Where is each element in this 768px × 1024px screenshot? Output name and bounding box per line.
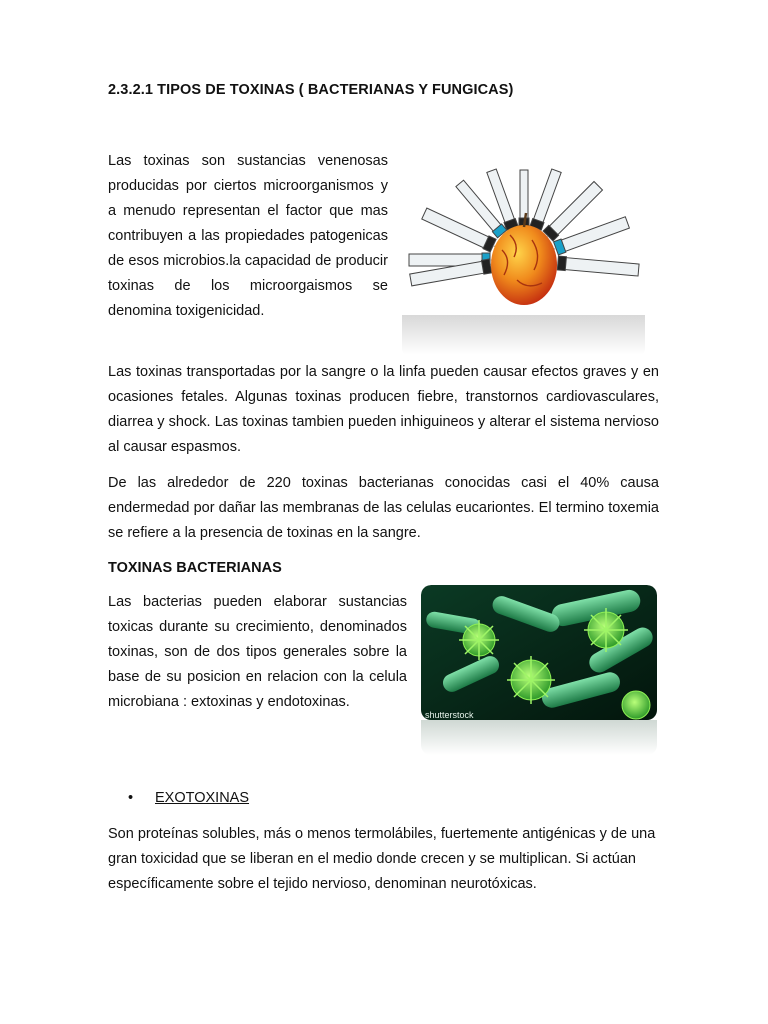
bacteria-watermark: shutterstock xyxy=(425,710,474,720)
bacterial-toxins-paragraph: Las bacterias pueden elaborar sustancias toxicas durante su crecimiento, denominados toxinas, son de dos tipos generales sobre la base de su posicion en relacion con la celula microbiana : extoxinas y endotoxinas. xyxy=(108,594,407,710)
syringes-apple-image xyxy=(402,165,645,355)
green-bacteria-icon xyxy=(421,585,657,755)
exotoxinas-label: EXOTOXINAS xyxy=(155,790,250,806)
intro-paragraph: Las toxinas son sustancias venenosas producidas por ciertos microorganismos y a menudo representan el factor que mas contribuyen a las propiedades patogenicas de esos microbios.la capacidad de producir toxinas de los microorgaismos se denomina toxigenicidad. xyxy=(108,153,388,319)
statistics-paragraph: De las alrededor de 220 toxinas bacterianas conocidas casi el 40% causa endermedad por dañar las membranas de las celulas eucariontes. El termino toxemia se refiere a la presencia de toxinas en la sangre. xyxy=(108,475,659,541)
syringes-apple-icon xyxy=(402,165,645,355)
section-heading: 2.3.2.1 TIPOS DE TOXINAS ( BACTERIANAS Y FUNGICAS) xyxy=(108,82,514,98)
bacteria-image xyxy=(421,585,657,755)
bacterial-toxins-heading: TOXINAS BACTERIANAS xyxy=(108,560,282,576)
bullet-icon: • xyxy=(128,790,134,806)
exotoxinas-paragraph: Son proteínas solubles, más o menos termolábiles, fuertemente antigénicas y de una gran toxicidad que se liberan en el medio donde crecen y se multiplican. Si actúan específicamente sobre el tejido nervioso, denominan neurotóxicas. xyxy=(108,826,656,892)
effects-paragraph: Las toxinas transportadas por la sangre o la linfa pueden causar efectos graves y en ocasiones fetales. Algunas toxinas producen fiebre, transtornos cardiovasculares, diarrea y shock. Las toxinas tambien pueden inhiguineos y alterar el sistema nervioso al causar espasmos. xyxy=(108,364,659,455)
